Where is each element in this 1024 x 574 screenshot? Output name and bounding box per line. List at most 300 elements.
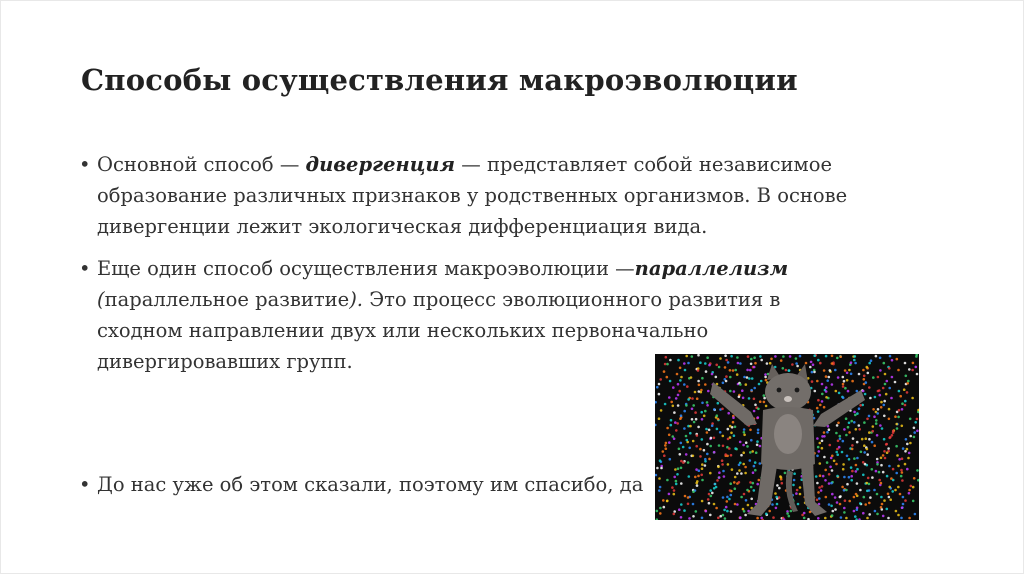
pattern-dot [699, 361, 702, 364]
pattern-dot [706, 404, 709, 407]
pattern-dot [730, 432, 733, 435]
pattern-dot [880, 496, 883, 499]
pattern-dot [891, 376, 894, 379]
pattern-dot [715, 364, 718, 367]
pattern-dot [862, 461, 865, 464]
pattern-dot [900, 517, 903, 520]
pattern-dot [828, 428, 831, 431]
pattern-dot [659, 507, 662, 510]
pattern-dot [829, 466, 832, 469]
pattern-dot [706, 356, 709, 359]
pattern-dot [743, 376, 746, 379]
pattern-dot [701, 479, 704, 482]
pattern-dot [855, 493, 858, 496]
pattern-dot [739, 441, 742, 444]
pattern-dot [685, 404, 688, 407]
pattern-dot [728, 498, 731, 501]
pattern-dot [836, 453, 839, 456]
pattern-dot [760, 380, 763, 383]
pattern-dot [664, 403, 667, 406]
pattern-dot [872, 376, 875, 379]
pattern-dot [913, 436, 916, 439]
pattern-dot [853, 411, 856, 414]
pattern-dot [686, 385, 689, 388]
pattern-dot [901, 471, 904, 474]
pattern-dot [753, 410, 756, 413]
pattern-dot [701, 517, 704, 520]
pattern-dot [753, 387, 756, 390]
pattern-dot [915, 366, 918, 369]
pattern-dot [895, 472, 898, 475]
pattern-dot [713, 503, 716, 506]
pattern-dot [888, 367, 891, 370]
pattern-dot [878, 471, 881, 474]
pattern-dot [856, 390, 859, 393]
pattern-dot [886, 380, 889, 383]
pattern-dot [726, 510, 729, 513]
pattern-dot [892, 468, 895, 471]
pattern-dot [756, 440, 759, 443]
pattern-dot [888, 387, 891, 390]
pattern-dot [856, 441, 859, 444]
pattern-dot [763, 401, 766, 404]
pattern-dot [844, 387, 847, 390]
pattern-dot [753, 356, 756, 359]
pattern-dot [739, 362, 742, 365]
pattern-dot [673, 437, 676, 440]
pattern-dot [727, 438, 730, 441]
pattern-dot [820, 489, 823, 492]
pattern-dot [851, 380, 854, 383]
pattern-dot [687, 503, 690, 506]
pattern-dot [718, 471, 721, 474]
pattern-dot [727, 361, 730, 364]
pattern-dot [734, 487, 737, 490]
pattern-dot [869, 496, 872, 499]
pattern-dot [743, 493, 746, 496]
pattern-dot [843, 428, 846, 431]
pattern-dot [694, 411, 697, 414]
pattern-dot [704, 383, 707, 386]
pattern-dot [855, 470, 858, 473]
pattern-dot [683, 410, 686, 413]
pattern-dot [775, 507, 778, 510]
pattern-dot [819, 362, 822, 365]
pattern-dot [883, 438, 886, 441]
pattern-dot [810, 361, 813, 364]
pattern-dot [697, 475, 700, 478]
pattern-dot [673, 411, 676, 414]
pattern-dot [692, 503, 695, 506]
pattern-dot [680, 460, 683, 463]
pattern-dot [824, 469, 827, 472]
pattern-dot [680, 482, 683, 485]
pattern-dot [908, 368, 911, 371]
pattern-dot [811, 371, 814, 374]
pattern-dot [863, 496, 866, 499]
pattern-dot [823, 456, 826, 459]
pattern-dot [766, 362, 769, 365]
pattern-dot [704, 464, 707, 467]
pattern-dot [831, 355, 834, 358]
pattern-dot [825, 496, 828, 499]
pattern-dot [859, 502, 862, 505]
pattern-dot [816, 437, 819, 440]
pattern-dot [759, 355, 762, 358]
pattern-dot [813, 354, 816, 357]
pattern-dot [718, 366, 721, 369]
pattern-dot [884, 373, 887, 376]
pattern-dot [726, 500, 729, 503]
pattern-dot [752, 482, 755, 485]
pattern-dot [858, 428, 861, 431]
pattern-dot [863, 375, 866, 378]
pattern-dot [914, 421, 917, 424]
pattern-dot [706, 431, 709, 434]
bullet-dot: • [79, 473, 91, 496]
bullet-dot: • [79, 153, 91, 176]
pattern-dot [868, 438, 871, 441]
pattern-dot [675, 429, 678, 432]
pattern-dot [708, 458, 711, 461]
pattern-dot [913, 431, 916, 434]
pattern-dot [848, 422, 851, 425]
pattern-dot [659, 486, 662, 489]
pattern-dot [780, 478, 783, 481]
pattern-dot [734, 369, 737, 372]
pattern-dot [668, 441, 671, 444]
bullet-line [97, 149, 847, 180]
pattern-dot [785, 369, 788, 372]
pattern-dot [729, 369, 732, 372]
pattern-dot [691, 397, 694, 400]
pattern-dot [775, 496, 778, 499]
pattern-dot [776, 484, 779, 487]
pattern-dot [708, 502, 711, 505]
pattern-dot [851, 444, 854, 447]
pattern-dot [826, 461, 829, 464]
pattern-dot [658, 489, 661, 492]
pattern-dot [876, 434, 879, 437]
pattern-dot [892, 479, 895, 482]
pattern-dot [851, 470, 854, 473]
pattern-dot [724, 453, 727, 456]
pattern-dot [824, 517, 827, 520]
pattern-dot [703, 415, 706, 418]
pattern-dot [745, 441, 748, 444]
pattern-dot [692, 404, 695, 407]
pattern-dot [749, 429, 752, 432]
pattern-dot [687, 461, 690, 464]
pattern-dot [722, 470, 725, 473]
pattern-dot [853, 421, 856, 424]
pattern-dot [882, 515, 885, 518]
pattern-dot [796, 489, 799, 492]
pattern-dot [760, 359, 763, 362]
pattern-dot [746, 376, 749, 379]
pattern-dot [842, 440, 845, 443]
pattern-dot [842, 397, 845, 400]
pattern-dot [830, 482, 833, 485]
pattern-dot [697, 354, 700, 357]
pattern-dot [784, 472, 787, 475]
pattern-dot [877, 376, 880, 379]
pattern-dot [708, 429, 711, 432]
pattern-dot [886, 475, 889, 478]
pattern-dot [695, 468, 698, 471]
pattern-dot [799, 493, 802, 496]
pattern-dot [877, 408, 880, 411]
pattern-dot [729, 482, 732, 485]
pattern-dot [699, 455, 702, 458]
pattern-dot [658, 417, 661, 420]
pattern-dot [656, 510, 659, 513]
pattern-dot [742, 397, 745, 400]
pattern-dot [664, 444, 667, 447]
pattern-dot [734, 447, 737, 450]
pattern-dot [897, 514, 900, 517]
pattern-dot [793, 479, 796, 482]
pattern-dot [764, 373, 767, 376]
pattern-dot [839, 503, 842, 506]
pattern-dot [884, 383, 887, 386]
bullet-line: образование различных признаков у родственных организмов. В основе [97, 184, 848, 207]
cat-eye [795, 388, 800, 393]
pattern-dot [904, 404, 907, 407]
pattern-dot [859, 489, 862, 492]
pattern-dot [754, 362, 757, 365]
pattern-dot [722, 382, 725, 385]
pattern-dot [676, 422, 679, 425]
pattern-dot [907, 457, 910, 460]
pattern-dot [708, 364, 711, 367]
pattern-dot [708, 493, 711, 496]
pattern-dot [689, 432, 692, 435]
pattern-dot [754, 461, 757, 464]
pattern-dot [863, 421, 866, 424]
pattern-dot [875, 422, 878, 425]
pattern-dot [757, 429, 760, 432]
pattern-dot [838, 392, 841, 395]
pattern-dot [839, 495, 842, 498]
pattern-dot [770, 358, 773, 361]
pattern-dot [763, 397, 766, 400]
pattern-dot [724, 366, 727, 369]
pattern-dot [875, 355, 878, 358]
pattern-dot [828, 503, 831, 506]
pattern-dot [776, 503, 779, 506]
pattern-dot [888, 437, 891, 440]
pattern-dot [749, 459, 752, 462]
pattern-dot [710, 495, 713, 498]
pattern-dot [821, 440, 824, 443]
pattern-dot [901, 457, 904, 460]
pattern-dot [755, 451, 758, 454]
pattern-dot [742, 451, 745, 454]
term-parallelism: параллелизм [634, 257, 789, 280]
pattern-dot [751, 377, 754, 380]
pattern-dot [865, 381, 868, 384]
pattern-dot [851, 448, 854, 451]
pattern-dot [844, 369, 847, 372]
pattern-dot [850, 466, 853, 469]
pattern-dot [792, 484, 795, 487]
pattern-dot [888, 486, 891, 489]
pattern-dot [687, 398, 690, 401]
pattern-dot [908, 452, 911, 455]
pattern-dot [889, 498, 892, 501]
pattern-dot [862, 369, 865, 372]
pattern-dot [774, 492, 777, 495]
pattern-dot [677, 404, 680, 407]
pattern-dot [683, 427, 686, 430]
pattern-dot [848, 458, 851, 461]
pattern-dot [701, 418, 704, 421]
pattern-dot [858, 424, 861, 427]
pattern-dot [746, 369, 749, 372]
pattern-dot [723, 475, 726, 478]
pattern-dot [829, 369, 832, 372]
pattern-dot [897, 416, 900, 419]
pattern-dot [854, 515, 857, 518]
pattern-dot [728, 447, 731, 450]
pattern-dot [683, 362, 686, 365]
pattern-dot [831, 469, 834, 472]
pattern-dot [743, 434, 746, 437]
pattern-dot [906, 443, 909, 446]
pattern-dot [700, 411, 703, 414]
pattern-dot [709, 445, 712, 448]
pattern-dot [745, 383, 748, 386]
pattern-dot [882, 387, 885, 390]
pattern-dot [879, 357, 882, 360]
pattern-dot [809, 366, 812, 369]
pattern-dot [663, 506, 666, 509]
text-run: ( [97, 288, 105, 311]
pattern-dot [883, 404, 886, 407]
pattern-dot [841, 486, 844, 489]
pattern-dot [850, 361, 853, 364]
pattern-dot [732, 421, 735, 424]
pattern-dot [750, 389, 753, 392]
pattern-dot [758, 479, 761, 482]
pattern-dot [742, 463, 745, 466]
pattern-dot [750, 439, 753, 442]
pattern-dot [793, 472, 796, 475]
pattern-dot [876, 412, 879, 415]
pattern-dot [912, 500, 915, 503]
pattern-dot [778, 496, 781, 499]
pattern-dot [778, 487, 781, 490]
pattern-dot [837, 422, 840, 425]
pattern-dot [854, 355, 857, 358]
pattern-dot [842, 376, 845, 379]
pattern-dot [732, 416, 735, 419]
pattern-dot [831, 383, 834, 386]
pattern-dot [741, 389, 744, 392]
pattern-dot [817, 491, 820, 494]
pattern-dot [677, 383, 680, 386]
text-run: Еще один способ осуществления макроэволюции — [97, 257, 635, 280]
pattern-dot [861, 438, 864, 441]
pattern-dot [668, 396, 671, 399]
pattern-dot [817, 410, 820, 413]
pattern-dot [914, 513, 917, 516]
pattern-dot [781, 482, 784, 485]
pattern-dot [846, 483, 849, 486]
pattern-dot [721, 408, 724, 411]
pattern-dot [904, 362, 907, 365]
pattern-dot [747, 504, 750, 507]
pattern-dot [768, 510, 771, 513]
pattern-dot [897, 465, 900, 468]
pattern-dot [822, 475, 825, 478]
pattern-dot [666, 427, 669, 430]
pattern-dot [908, 517, 911, 520]
pattern-dot [675, 483, 678, 486]
pattern-dot [722, 435, 725, 438]
pattern-dot [880, 464, 883, 467]
pattern-dot [880, 506, 883, 509]
slide-title: Способы осуществления макроэволюции [81, 63, 798, 97]
pattern-dot [751, 450, 754, 453]
pattern-dot [846, 379, 849, 382]
pattern-dot [685, 453, 688, 456]
bullet-line: дивергировавших групп. [97, 350, 353, 373]
pattern-dot [666, 479, 669, 482]
pattern-dot [831, 514, 834, 517]
pattern-dot [821, 393, 824, 396]
pattern-dot [840, 516, 843, 519]
pattern-dot [847, 426, 850, 429]
pattern-dot [733, 481, 736, 484]
pattern-dot [858, 407, 861, 410]
pattern-dot [675, 480, 678, 483]
pattern-dot [695, 445, 698, 448]
pattern-dot [862, 390, 865, 393]
pattern-dot [901, 402, 904, 405]
pattern-dot [698, 469, 701, 472]
pattern-dot [739, 516, 742, 519]
pattern-dot [916, 373, 919, 376]
pattern-dot [719, 515, 722, 518]
pattern-dot [738, 396, 741, 399]
pattern-dot [688, 475, 691, 478]
pattern-dot [888, 408, 891, 411]
pattern-dot [757, 416, 760, 419]
pattern-dot [701, 500, 704, 503]
pattern-dot [659, 378, 662, 381]
pattern-dot [688, 447, 691, 450]
pattern-dot [791, 363, 794, 366]
pattern-dot [880, 401, 883, 404]
pattern-dot [779, 475, 782, 478]
pattern-dot [729, 425, 732, 428]
pattern-dot [894, 415, 897, 418]
pattern-dot [665, 442, 668, 445]
pattern-dot [868, 362, 871, 365]
pattern-dot [689, 425, 692, 428]
pattern-dot [898, 458, 901, 461]
pattern-dot [854, 362, 857, 365]
pattern-dot [862, 474, 865, 477]
pattern-dot [911, 369, 914, 372]
pattern-dot [872, 425, 875, 428]
pattern-dot [888, 465, 891, 468]
pattern-dot [740, 454, 743, 457]
pattern-dot [909, 418, 912, 421]
pattern-dot [816, 482, 819, 485]
